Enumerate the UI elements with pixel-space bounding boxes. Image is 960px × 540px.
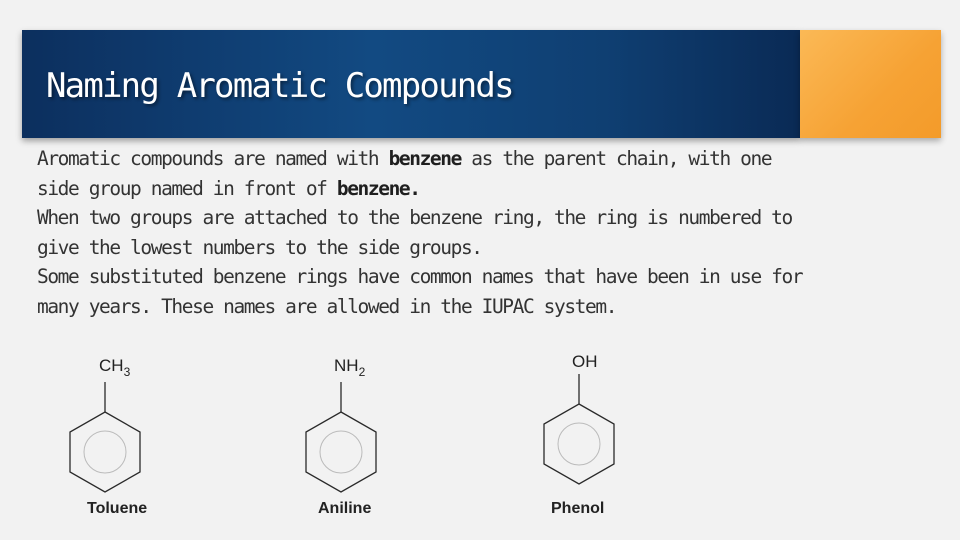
text-segment: Aromatic compounds are named with [37,147,389,170]
phenol-group-label: OH [572,352,598,371]
keyword-benzene: benzene [336,176,410,200]
toluene-group-label: $CH_3$ [99,356,131,379]
phenol-label: Phenol [551,500,605,517]
paragraph-1 [37,144,927,203]
slide-body [37,144,927,321]
aromatic-circle [320,431,362,473]
keyword-benzene: benzene [388,147,461,170]
aromatic-circle [84,431,126,473]
paragraph-3-line-2: many years. These names are allowed in the IUPAC system. [37,294,617,318]
paragraph-1-line-1 [37,144,927,174]
benzene-ring [306,412,376,492]
slide-title: Naming Aromatic Compounds [46,66,513,106]
aniline-group-label: $NH_2$ [334,356,366,379]
aniline-structure [306,382,376,492]
paragraph-2-line-1: When two groups are attached to the benzene ring, the ring is numbered to [37,206,792,229]
benzene-ring [70,412,140,492]
text-segment: . [409,176,420,200]
accent-block [800,30,941,138]
aniline-label: Aniline [318,500,372,517]
paragraph-3-line-1: Some substituted benzene rings have common names that have been in use for [37,265,803,288]
paragraph-2-line-2: give the lowest numbers to the side groups. [37,235,482,259]
phenol-structure [544,374,614,484]
benzene-ring [544,404,614,484]
paragraph-2 [37,203,927,262]
toluene-label: Toluene [87,500,148,517]
paragraph-1-line-2 [37,174,927,204]
text-segment: side group named in front of [37,176,337,200]
toluene-structure [70,382,140,492]
aromatic-circle [558,423,600,465]
paragraph-3 [37,262,927,321]
molecule-diagrams [0,340,960,540]
text-segment: as the parent chain, with one [460,147,772,170]
